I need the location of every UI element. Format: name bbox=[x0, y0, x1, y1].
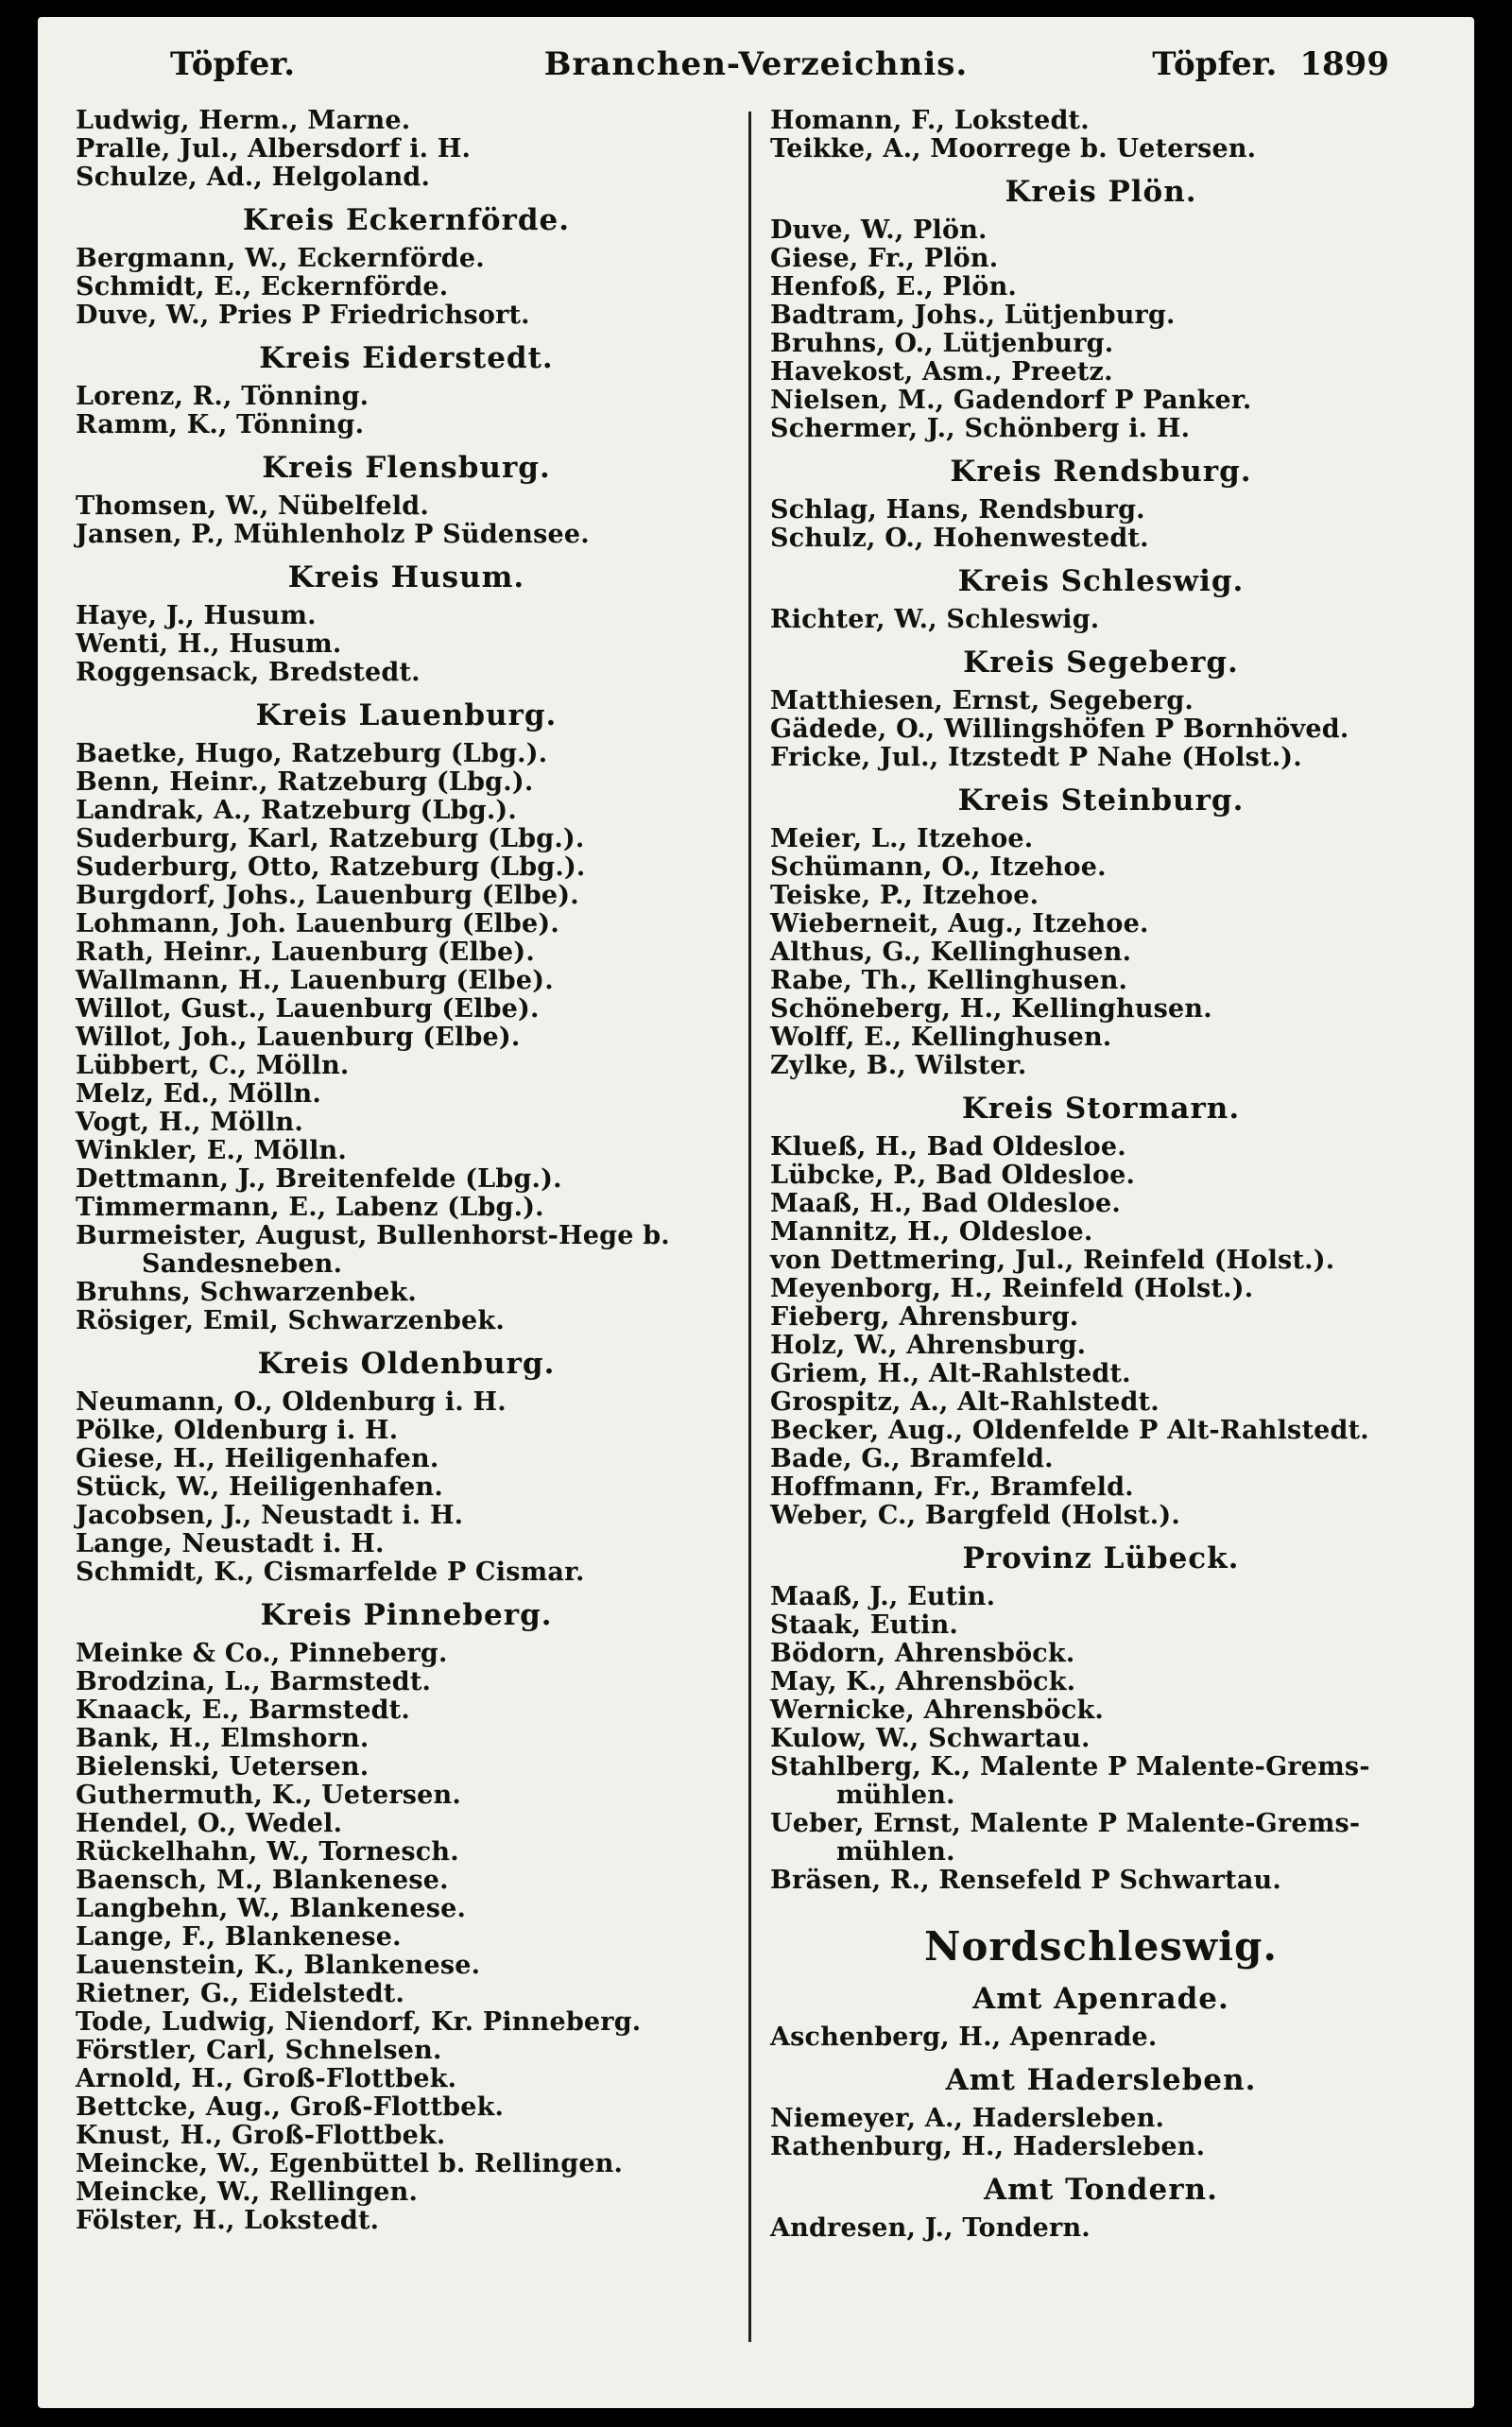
directory-entry: Schmidt, E., Eckernförde. bbox=[76, 272, 449, 301]
section-heading: Amt Hadersleben. bbox=[945, 2063, 1257, 2097]
directory-entry: Roggensack, Bredstedt. bbox=[76, 658, 421, 687]
directory-entry: Tode, Ludwig, Niendorf, Kr. Pinneberg. bbox=[76, 2007, 642, 2037]
directory-entry: Maaß, J., Eutin. bbox=[770, 1582, 996, 1611]
directory-entry: Brodzina, L., Barmstedt. bbox=[76, 1667, 432, 1696]
directory-entry: Badtram, Johs., Lütjenburg. bbox=[770, 301, 1176, 330]
directory-entry: Lohmann, Joh. Lauenburg (Elbe). bbox=[76, 909, 559, 938]
directory-entry: Schmidt, K., Cismarfelde P Cismar. bbox=[76, 1558, 585, 1587]
page-number: 1899 bbox=[1299, 45, 1389, 83]
directory-entry: Rabe, Th., Kellinghusen. bbox=[770, 966, 1128, 995]
directory-entry: Baensch, M., Blankenese. bbox=[76, 1866, 449, 1895]
directory-entry: Rath, Heinr., Lauenburg (Elbe). bbox=[76, 938, 535, 967]
column-divider bbox=[748, 112, 751, 2342]
page-header bbox=[38, 45, 1474, 93]
directory-entry: Benn, Heinr., Ratzeburg (Lbg.). bbox=[76, 767, 534, 797]
directory-entry: Nielsen, M., Gadendorf P Panker. bbox=[770, 386, 1252, 415]
directory-entry: Knust, H., Groß-Flottbek. bbox=[76, 2121, 446, 2150]
directory-entry: Lange, F., Blankenese. bbox=[76, 1922, 402, 1952]
directory-entry: Suderburg, Otto, Ratzeburg (Lbg.). bbox=[76, 852, 586, 882]
directory-entry: Willot, Gust., Lauenburg (Elbe). bbox=[76, 994, 540, 1024]
directory-entry: Zylke, B., Wilster. bbox=[770, 1051, 1027, 1080]
directory-entry: Meincke, W., Egenbüttel b. Rellingen. bbox=[76, 2149, 624, 2178]
directory-entry: Meyenborg, H., Reinfeld (Holst.). bbox=[770, 1274, 1254, 1303]
directory-entry: Schöneberg, H., Kellinghusen. bbox=[770, 994, 1212, 1024]
directory-entry: Bödorn, Ahrensböck. bbox=[770, 1639, 1075, 1668]
directory-entry: Bade, G., Bramfeld. bbox=[770, 1444, 1054, 1473]
directory-entry: Bergmann, W., Eckernförde. bbox=[76, 244, 485, 273]
directory-entry: Rietner, G., Eidelstedt. bbox=[76, 1979, 405, 2008]
directory-entry: Vogt, H., Mölln. bbox=[76, 1108, 303, 1137]
region-heading: Nordschleswig. bbox=[923, 1923, 1279, 1970]
directory-entry: Jansen, P., Mühlenholz P Südensee. bbox=[76, 520, 590, 549]
directory-entry: Rathenburg, H., Hadersleben. bbox=[770, 2132, 1206, 2161]
directory-entry: Baetke, Hugo, Ratzeburg (Lbg.). bbox=[76, 739, 548, 768]
directory-entry: Langbehn, W., Blankenese. bbox=[76, 1894, 467, 1923]
header-right bbox=[1152, 45, 1389, 83]
directory-entry: Schermer, J., Schönberg i. H. bbox=[770, 414, 1191, 443]
directory-entry: Ludwig, Herm., Marne. bbox=[76, 106, 411, 135]
section-heading: Kreis Husum. bbox=[287, 560, 525, 594]
directory-entry: von Dettmering, Jul., Reinfeld (Holst.). bbox=[770, 1246, 1335, 1275]
section-heading: Kreis Segeberg. bbox=[963, 645, 1239, 680]
directory-entry: Lauenstein, K., Blankenese. bbox=[76, 1951, 481, 1980]
section-heading: Amt Apenrade. bbox=[972, 1982, 1229, 2016]
directory-entry: Thomsen, W., Nübelfeld. bbox=[76, 491, 429, 521]
directory-entry: Dettmann, J., Breitenfelde (Lbg.). bbox=[76, 1164, 562, 1194]
directory-entry: Winkler, E., Mölln. bbox=[76, 1136, 347, 1165]
directory-entry: Lange, Neustadt i. H. bbox=[76, 1529, 385, 1558]
directory-entry: Bielenski, Uetersen. bbox=[76, 1752, 369, 1782]
directory-entry: Burgdorf, Johs., Lauenburg (Elbe). bbox=[76, 881, 579, 910]
directory-entry: Timmermann, E., Labenz (Lbg.). bbox=[76, 1193, 544, 1222]
directory-entry: Ueber, Ernst, Malente P Malente-Grems- bbox=[770, 1809, 1361, 1838]
section-heading: Kreis Pinneberg. bbox=[260, 1598, 553, 1632]
directory-entry: mühlen. bbox=[836, 1781, 955, 1810]
directory-entry: Aschenberg, H., Apenrade. bbox=[770, 2022, 1158, 2052]
directory-entry: Pölke, Oldenburg i. H. bbox=[76, 1416, 399, 1445]
directory-entry: Willot, Joh., Lauenburg (Elbe). bbox=[76, 1023, 521, 1052]
directory-entry: Fricke, Jul., Itzstedt P Nahe (Holst.). bbox=[770, 743, 1302, 772]
directory-entry: Bruhns, O., Lütjenburg. bbox=[770, 329, 1114, 358]
directory-entry: Wallmann, H., Lauenburg (Elbe). bbox=[76, 966, 554, 995]
directory-entry: Klueß, H., Bad Oldesloe. bbox=[770, 1132, 1126, 1162]
directory-entry: Richter, W., Schleswig. bbox=[770, 605, 1100, 634]
directory-entry: Schulz, O., Hohenwestedt. bbox=[770, 524, 1149, 553]
directory-entry: Landrak, A., Ratzeburg (Lbg.). bbox=[76, 796, 518, 825]
directory-entry: Rösiger, Emil, Schwarzenbek. bbox=[76, 1306, 505, 1335]
directory-page bbox=[38, 17, 1474, 2408]
directory-entry: Melz, Ed., Mölln. bbox=[76, 1079, 321, 1109]
directory-entry: Niemeyer, A., Hadersleben. bbox=[770, 2104, 1165, 2133]
directory-entry: Rückelhahn, W., Tornesch. bbox=[76, 1837, 459, 1867]
directory-entry: Bettcke, Aug., Groß-Flottbek. bbox=[76, 2092, 505, 2122]
header-center-title: Branchen-Verzeichnis. bbox=[543, 45, 969, 83]
directory-entry: Schlag, Hans, Rendsburg. bbox=[770, 495, 1145, 525]
directory-entry: Althus, G., Kellinghusen. bbox=[770, 938, 1132, 967]
section-heading: Kreis Plön. bbox=[1005, 175, 1197, 209]
section-heading: Kreis Schleswig. bbox=[957, 564, 1245, 598]
directory-entry: Ramm, K., Tönning. bbox=[76, 410, 365, 439]
directory-entry: mühlen. bbox=[836, 1837, 955, 1867]
directory-entry: Schümann, O., Itzehoe. bbox=[770, 852, 1107, 882]
section-heading: Kreis Stormarn. bbox=[961, 1092, 1241, 1126]
directory-entry: Schulze, Ad., Helgoland. bbox=[76, 163, 431, 192]
directory-entry: Burmeister, August, Bullenhorst-Hege b. bbox=[76, 1221, 670, 1250]
section-heading: Provinz Lübeck. bbox=[962, 1541, 1240, 1575]
directory-entry: Homann, F., Lokstedt. bbox=[770, 106, 1090, 135]
section-heading: Kreis Flensburg. bbox=[262, 451, 551, 485]
directory-entry: Bruhns, Schwarzenbek. bbox=[76, 1278, 417, 1307]
directory-entry: Fölster, H., Lokstedt. bbox=[76, 2206, 380, 2235]
directory-entry: Knaack, E., Barmstedt. bbox=[76, 1695, 410, 1725]
directory-entry: Duve, W., Pries P Friedrichsort. bbox=[76, 301, 530, 330]
section-heading: Kreis Eiderstedt. bbox=[259, 341, 554, 375]
directory-entry: Bank, H., Elmshorn. bbox=[76, 1724, 369, 1753]
directory-entry: Lorenz, R., Tönning. bbox=[76, 382, 369, 411]
directory-entry: Sandesneben. bbox=[142, 1249, 343, 1279]
directory-entry: Wenti, H., Husum. bbox=[76, 629, 342, 659]
directory-entry: Gädede, O., Willingshöfen P Bornhöved. bbox=[770, 714, 1349, 744]
header-right-title: Töpfer. bbox=[1152, 45, 1278, 83]
directory-entry: Henfoß, E., Plön. bbox=[770, 272, 1018, 301]
directory-entry: Hoffmann, Fr., Bramfeld. bbox=[770, 1472, 1134, 1502]
directory-entry: Grospitz, A., Alt-Rahlstedt. bbox=[770, 1387, 1160, 1417]
section-heading: Kreis Oldenburg. bbox=[257, 1347, 556, 1381]
directory-entry: Bräsen, R., Rensefeld P Schwartau. bbox=[770, 1866, 1281, 1895]
section-heading: Kreis Eckernförde. bbox=[242, 203, 571, 237]
directory-entry: Lübbert, C., Mölln. bbox=[76, 1051, 350, 1080]
directory-entry: Meinke & Co., Pinneberg. bbox=[76, 1639, 448, 1668]
directory-entry: Teikke, A., Moorrege b. Uetersen. bbox=[770, 134, 1257, 164]
right-column bbox=[770, 107, 1432, 2243]
header-left-title: Töpfer. bbox=[170, 45, 296, 83]
directory-entry: Wolff, E., Kellinghusen. bbox=[770, 1023, 1112, 1052]
directory-entry: Hendel, O., Wedel. bbox=[76, 1809, 343, 1838]
directory-entry: Guthermuth, K., Uetersen. bbox=[76, 1781, 461, 1810]
directory-entry: Fieberg, Ahrensburg. bbox=[770, 1302, 1079, 1332]
directory-entry: Stück, W., Heiligenhafen. bbox=[76, 1472, 443, 1502]
directory-entry: Griem, H., Alt-Rahlstedt. bbox=[770, 1359, 1131, 1388]
directory-entry: Förstler, Carl, Schnelsen. bbox=[76, 2036, 442, 2065]
directory-entry: Staak, Eutin. bbox=[770, 1610, 959, 1640]
directory-entry: Mannitz, H., Oldesloe. bbox=[770, 1217, 1093, 1247]
directory-entry: Pralle, Jul., Albersdorf i. H. bbox=[76, 134, 472, 164]
directory-entry: Becker, Aug., Oldenfelde P Alt-Rahlstedt. bbox=[770, 1416, 1369, 1445]
directory-entry: Neumann, O., Oldenburg i. H. bbox=[76, 1387, 507, 1417]
directory-entry: Matthiesen, Ernst, Segeberg. bbox=[770, 686, 1194, 715]
directory-entry: Wernicke, Ahrensböck. bbox=[770, 1695, 1104, 1725]
directory-entry: Haye, J., Husum. bbox=[76, 601, 317, 630]
directory-entry: Giese, H., Heiligenhafen. bbox=[76, 1444, 439, 1473]
directory-entry: Wieberneit, Aug., Itzehoe. bbox=[770, 909, 1149, 938]
directory-entry: Duve, W., Plön. bbox=[770, 215, 988, 245]
directory-entry: Teiske, P., Itzehoe. bbox=[770, 881, 1040, 910]
directory-entry: Kulow, W., Schwartau. bbox=[770, 1724, 1091, 1753]
directory-entry: Meincke, W., Rellingen. bbox=[76, 2177, 419, 2207]
section-heading: Amt Tondern. bbox=[984, 2173, 1218, 2207]
section-heading: Kreis Lauenburg. bbox=[255, 698, 558, 732]
directory-entry: Havekost, Asm., Preetz. bbox=[770, 357, 1113, 387]
section-heading: Kreis Steinburg. bbox=[957, 783, 1245, 818]
directory-entry: Meier, L., Itzehoe. bbox=[770, 824, 1034, 853]
left-column bbox=[76, 107, 737, 2235]
directory-entry: Arnold, H., Groß-Flottbek. bbox=[76, 2064, 457, 2093]
directory-entry: Maaß, H., Bad Oldesloe. bbox=[770, 1189, 1121, 1218]
directory-entry: Giese, Fr., Plön. bbox=[770, 244, 999, 273]
directory-entry: Holz, W., Ahrensburg. bbox=[770, 1331, 1087, 1360]
directory-entry: Suderburg, Karl, Ratzeburg (Lbg.). bbox=[76, 824, 585, 853]
directory-entry: Andresen, J., Tondern. bbox=[770, 2213, 1091, 2243]
directory-entry: Stahlberg, K., Malente P Malente-Grems- bbox=[770, 1752, 1370, 1782]
section-heading: Kreis Rendsburg. bbox=[950, 455, 1252, 489]
directory-entry: Lübcke, P., Bad Oldesloe. bbox=[770, 1161, 1136, 1190]
directory-entry: Jacobsen, J., Neustadt i. H. bbox=[76, 1501, 464, 1530]
directory-entry: May, K., Ahrensböck. bbox=[770, 1667, 1076, 1696]
directory-entry: Weber, C., Bargfeld (Holst.). bbox=[770, 1501, 1180, 1530]
